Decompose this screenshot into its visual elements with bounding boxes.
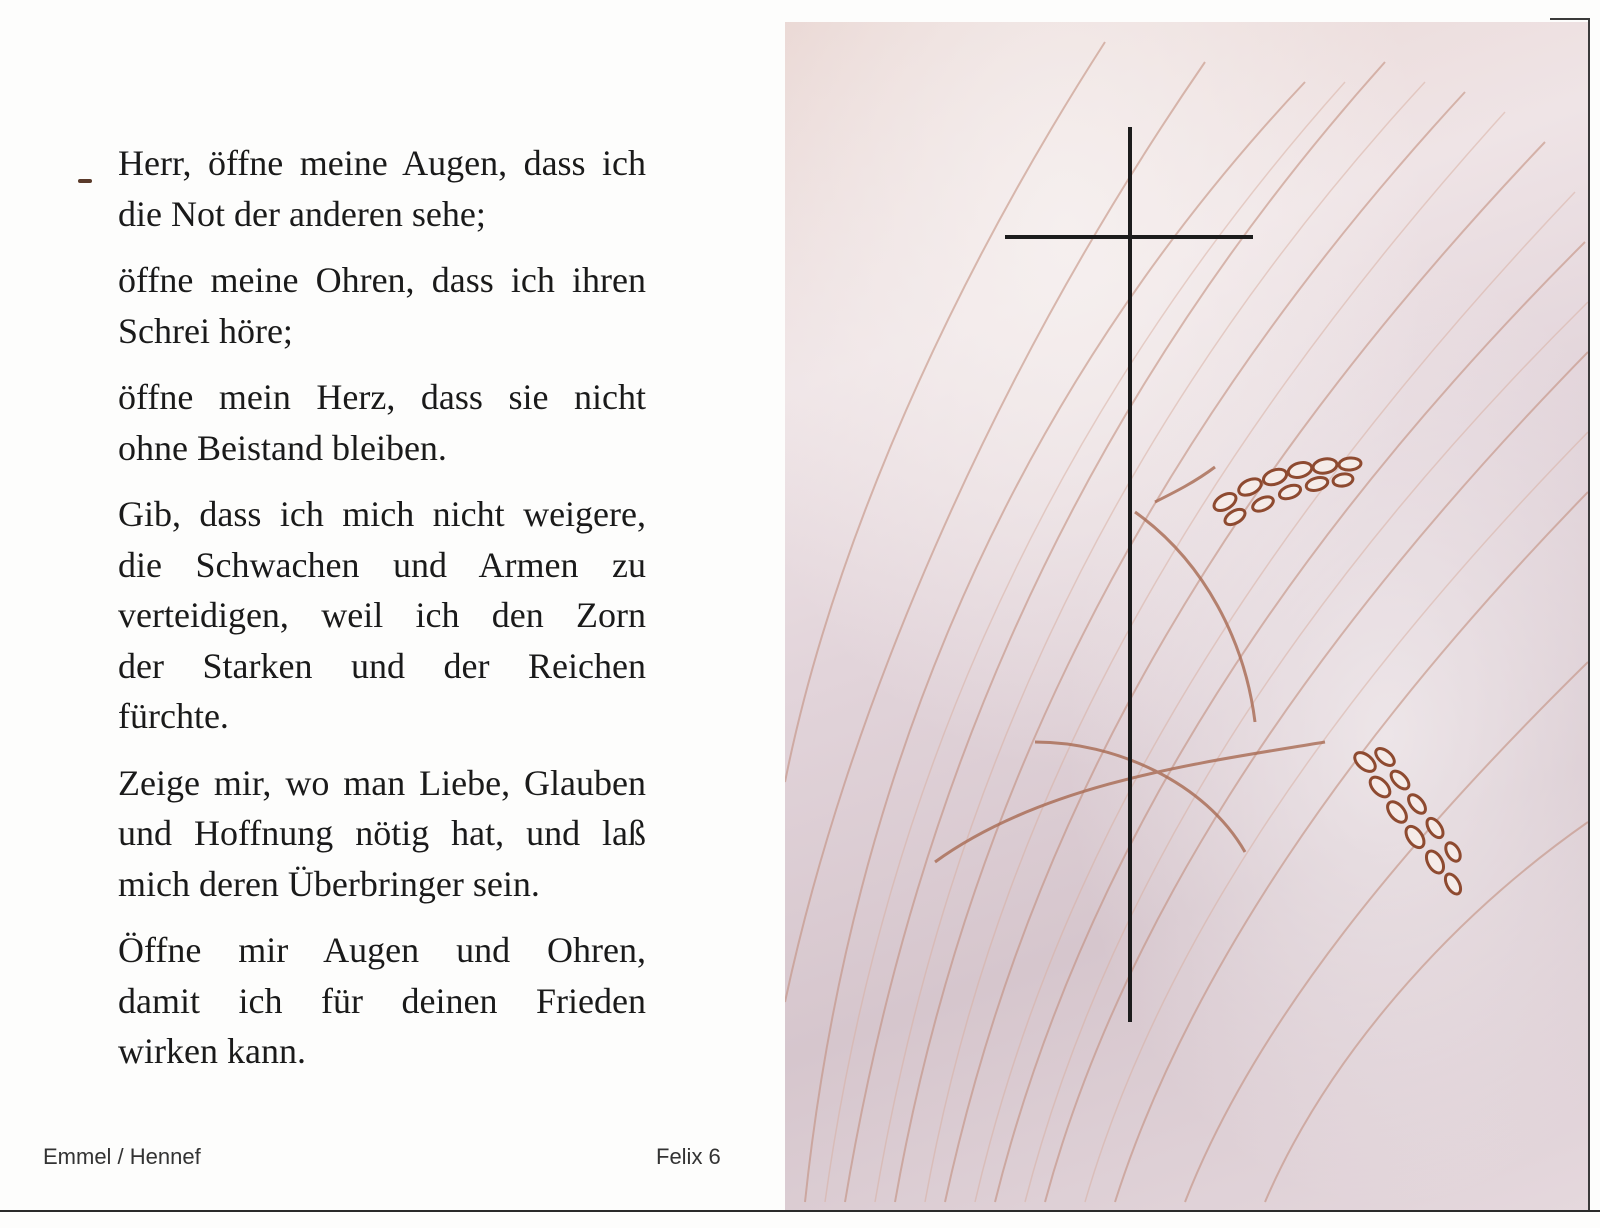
stanza-3 [118, 372, 646, 473]
poem-line: der Starken und der Reichen [118, 645, 646, 686]
artwork-illustration [785, 22, 1588, 1210]
top-edge-line [1550, 18, 1590, 20]
poem-line: die Schwachen und Armen zu [118, 544, 646, 585]
stanza-1 [118, 138, 646, 239]
poem-line: Herr, öffne meine Augen, dass ich [118, 143, 646, 183]
poem-line: Öffne mir Augen und Ohren, [118, 930, 646, 970]
stanza-5 [118, 758, 646, 910]
stanza-2 [118, 255, 646, 356]
poem-line: öffne mein Herz, dass sie nicht [118, 377, 646, 417]
poem-line: Gib, dass ich mich nicht weigere, [118, 494, 646, 534]
poem-line: ohne Beistand bleiben. [118, 427, 447, 468]
poem-line: damit ich für deinen Frieden [118, 980, 646, 1021]
prayer-text [118, 138, 646, 1093]
stanza-4 [118, 489, 646, 742]
stanza-6 [118, 925, 646, 1077]
bottom-edge-line [0, 1210, 1600, 1212]
publisher-label: Emmel / Hennef [43, 1144, 201, 1169]
poem-line: öffne meine Ohren, dass ich ihren [118, 260, 646, 300]
poem-line: Zeige mir, wo man Liebe, Glauben [118, 762, 646, 803]
right-edge-line [1588, 18, 1590, 1210]
poem-line: Schrei höre; [118, 310, 293, 351]
text-page [0, 0, 785, 1210]
poem-line: und Hoffnung nötig hat, und laß [118, 813, 646, 853]
poem-line: wirken kann. [118, 1031, 306, 1071]
poem-line: mich deren Überbringer sein. [118, 863, 540, 904]
card-code-label: Felix 6 [656, 1144, 721, 1169]
artwork-panel [785, 22, 1588, 1210]
poem-line: fürchte. [118, 696, 229, 736]
print-mark [78, 179, 92, 183]
poem-line: die Not der anderen sehe; [118, 193, 486, 234]
poem-line: verteidigen, weil ich den Zorn [118, 595, 646, 635]
